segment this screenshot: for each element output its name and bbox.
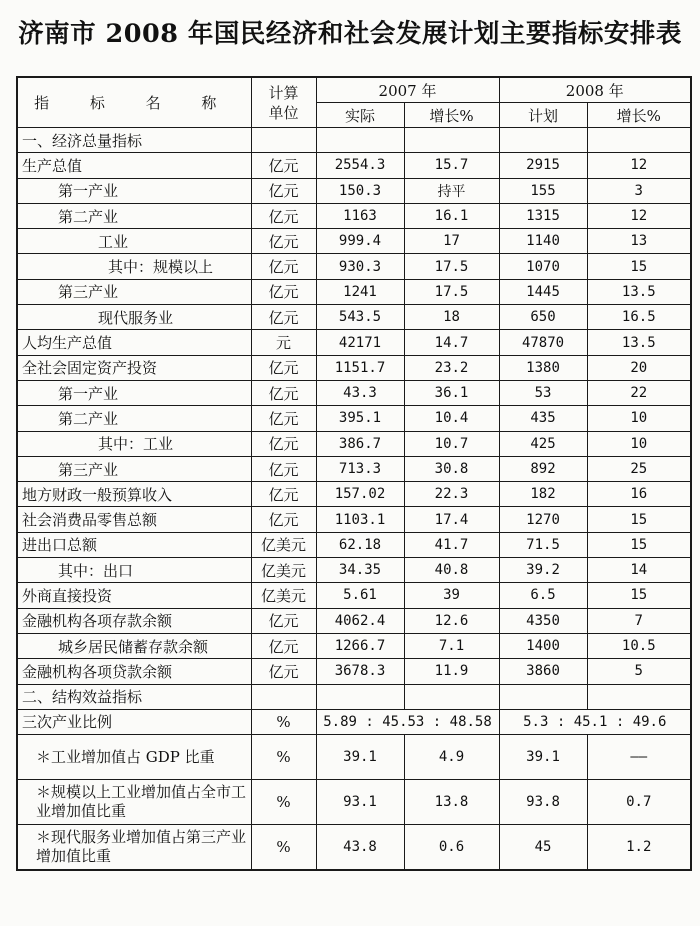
- row-name: 其中：出口: [17, 558, 251, 583]
- table-row: [17, 355, 691, 380]
- row-plan: 4350: [499, 608, 587, 633]
- row-plan-growth: 13: [587, 229, 691, 254]
- row-plan: 1400: [499, 633, 587, 658]
- row-plan: 1270: [499, 507, 587, 532]
- table-row: [17, 709, 691, 734]
- row-unit: 亿元: [251, 608, 316, 633]
- row-plan-growth: 13.5: [587, 279, 691, 304]
- row-name: 工业: [17, 229, 251, 254]
- row-growth: 10.7: [404, 431, 499, 456]
- row-growth: 持平: [404, 178, 499, 203]
- table-row: [17, 456, 691, 481]
- row-actual: 42171: [316, 330, 404, 355]
- header-growth-2008: 增长%: [587, 103, 691, 128]
- row-plan: 1380: [499, 355, 587, 380]
- row-plan: 1445: [499, 279, 587, 304]
- row-name: 三次产业比例: [17, 709, 251, 734]
- row-plan-growth: ——: [587, 735, 691, 780]
- row-plan: 45: [499, 825, 587, 871]
- row-unit: %: [251, 780, 316, 825]
- table-row: [17, 558, 691, 583]
- row-actual: 39.1: [316, 735, 404, 780]
- row-name: 其中：工业: [17, 431, 251, 456]
- row-plan: 6.5: [499, 583, 587, 608]
- row-growth: 15.7: [404, 153, 499, 178]
- row-plan: 182: [499, 482, 587, 507]
- row-unit: 亿元: [251, 380, 316, 405]
- row-growth: 12.6: [404, 608, 499, 633]
- row-name: ＊现代服务业增加值占第三产业增加值比重: [17, 825, 251, 871]
- row-name: 第一产业: [17, 178, 251, 203]
- row-name: 其中：规模以上: [17, 254, 251, 279]
- row-plan: 425: [499, 431, 587, 456]
- row-actual: 150.3: [316, 178, 404, 203]
- row-actual: 93.1: [316, 780, 404, 825]
- row-plan: 3860: [499, 659, 587, 684]
- table-row: [17, 330, 691, 355]
- row-unit: 亿元: [251, 659, 316, 684]
- row-unit: 亿美元: [251, 558, 316, 583]
- row-unit: %: [251, 735, 316, 780]
- row-name: 全社会固定资产投资: [17, 355, 251, 380]
- table-row: [17, 583, 691, 608]
- row-name: 第三产业: [17, 456, 251, 481]
- header-plan: 计划: [499, 103, 587, 128]
- row-plan: 892: [499, 456, 587, 481]
- row-growth: 39: [404, 583, 499, 608]
- row-unit: 亿元: [251, 482, 316, 507]
- row-unit: 亿元: [251, 254, 316, 279]
- row-actual: 157.02: [316, 482, 404, 507]
- row-actual: 930.3: [316, 254, 404, 279]
- row-actual: 2554.3: [316, 153, 404, 178]
- section-row: [17, 128, 691, 153]
- row-plan: 2915: [499, 153, 587, 178]
- row-plan: 93.8: [499, 780, 587, 825]
- row-plan: 39.2: [499, 558, 587, 583]
- row-growth: 4.9: [404, 735, 499, 780]
- table-row: [17, 229, 691, 254]
- table-row: [17, 305, 691, 330]
- page-title: 济南市 2008 年国民经济和社会发展计划主要指标安排表: [18, 19, 682, 49]
- row-growth: 30.8: [404, 456, 499, 481]
- row-name: 城乡居民储蓄存款余额: [17, 633, 251, 658]
- header-unit: [251, 77, 316, 128]
- row-plan: 39.1: [499, 735, 587, 780]
- row-growth: 36.1: [404, 380, 499, 405]
- row-growth: 11.9: [404, 659, 499, 684]
- table-row: [17, 633, 691, 658]
- row-actual: 5.61: [316, 583, 404, 608]
- row-plan-growth: 15: [587, 583, 691, 608]
- table-row: [17, 608, 691, 633]
- row-name: 金融机构各项存款余额: [17, 608, 251, 633]
- row-plan: 155: [499, 178, 587, 203]
- row-plan: 1140: [499, 229, 587, 254]
- section-row: [17, 684, 691, 709]
- row-plan-growth: 20: [587, 355, 691, 380]
- row-name: 人均生产总值: [17, 330, 251, 355]
- row-growth: 17.5: [404, 279, 499, 304]
- header-name: 指 标 名 称: [17, 77, 251, 128]
- row-actual: 43.3: [316, 380, 404, 405]
- row-growth: 18: [404, 305, 499, 330]
- row-actual: 1163: [316, 203, 404, 228]
- row-plan-growth: 13.5: [587, 330, 691, 355]
- row-plan-growth: 1.2: [587, 825, 691, 871]
- row-unit: 亿元: [251, 507, 316, 532]
- row-actual: 62.18: [316, 532, 404, 557]
- row-actual: 713.3: [316, 456, 404, 481]
- row-plan-growth: 0.7: [587, 780, 691, 825]
- row-growth: 17: [404, 229, 499, 254]
- row-name: 第一产业: [17, 380, 251, 405]
- row-actual: 386.7: [316, 431, 404, 456]
- row-growth: 7.1: [404, 633, 499, 658]
- row-plan: 1315: [499, 203, 587, 228]
- row-unit: %: [251, 825, 316, 871]
- row-plan-growth: 15: [587, 532, 691, 557]
- row-growth: 40.8: [404, 558, 499, 583]
- row-unit: 亿元: [251, 355, 316, 380]
- row-plan-growth: 15: [587, 507, 691, 532]
- row-growth: 22.3: [404, 482, 499, 507]
- row-actual: 1103.1: [316, 507, 404, 532]
- indicator-table: [16, 76, 692, 871]
- table-row: [17, 780, 691, 825]
- table-row: [17, 279, 691, 304]
- row-unit: 亿元: [251, 456, 316, 481]
- row-growth: 23.2: [404, 355, 499, 380]
- row-plan-growth: 7: [587, 608, 691, 633]
- row-plan: 435: [499, 406, 587, 431]
- header-actual: 实际: [316, 103, 404, 128]
- row-growth: 14.7: [404, 330, 499, 355]
- table-row: [17, 203, 691, 228]
- row-unit: 亿美元: [251, 532, 316, 557]
- row-ratio-2008: 5.3 : 45.1 : 49.6: [499, 709, 691, 734]
- row-plan-growth: 16.5: [587, 305, 691, 330]
- header-year-2008: 2008 年: [499, 77, 691, 103]
- row-actual: 1241: [316, 279, 404, 304]
- row-plan-growth: 14: [587, 558, 691, 583]
- table-row: [17, 507, 691, 532]
- table-row: [17, 153, 691, 178]
- table-row: [17, 659, 691, 684]
- table-row: [17, 254, 691, 279]
- header-unit-line2: 单位: [268, 103, 299, 122]
- row-actual: 43.8: [316, 825, 404, 871]
- row-plan-growth: 25: [587, 456, 691, 481]
- row-actual: 543.5: [316, 305, 404, 330]
- row-name: 生产总值: [17, 153, 251, 178]
- row-name: 外商直接投资: [17, 583, 251, 608]
- row-unit: 亿元: [251, 203, 316, 228]
- table-row: [17, 178, 691, 203]
- row-unit: 亿元: [251, 153, 316, 178]
- row-name: 社会消费品零售总额: [17, 507, 251, 532]
- row-plan-growth: 10: [587, 406, 691, 431]
- row-ratio-2007: 5.89 : 45.53 : 48.58: [316, 709, 499, 734]
- row-plan-growth: 16: [587, 482, 691, 507]
- row-actual: 999.4: [316, 229, 404, 254]
- row-actual: 34.35: [316, 558, 404, 583]
- row-plan-growth: 10: [587, 431, 691, 456]
- row-name: 第二产业: [17, 203, 251, 228]
- row-name: ＊规模以上工业增加值占全市工业增加值比重: [17, 780, 251, 825]
- row-plan: 650: [499, 305, 587, 330]
- table-row: [17, 380, 691, 405]
- row-unit: 亿元: [251, 305, 316, 330]
- table-row: [17, 406, 691, 431]
- row-name: 第三产业: [17, 279, 251, 304]
- row-unit: %: [251, 709, 316, 734]
- row-plan-growth: 15: [587, 254, 691, 279]
- row-unit: 亿元: [251, 633, 316, 658]
- row-plan: 53: [499, 380, 587, 405]
- row-growth: 41.7: [404, 532, 499, 557]
- row-name: 金融机构各项贷款余额: [17, 659, 251, 684]
- section-title: 二、结构效益指标: [17, 684, 251, 709]
- row-actual: 1151.7: [316, 355, 404, 380]
- row-actual: 395.1: [316, 406, 404, 431]
- row-plan-growth: 22: [587, 380, 691, 405]
- row-plan: 71.5: [499, 532, 587, 557]
- row-actual: 3678.3: [316, 659, 404, 684]
- row-unit: 元: [251, 330, 316, 355]
- row-name: ＊工业增加值占 GDP 比重: [17, 735, 251, 780]
- row-unit: 亿元: [251, 279, 316, 304]
- header-unit-line1: 计算: [268, 83, 299, 102]
- row-growth: 13.8: [404, 780, 499, 825]
- row-actual: 1266.7: [316, 633, 404, 658]
- row-plan: 47870: [499, 330, 587, 355]
- table-row: [17, 482, 691, 507]
- row-unit: 亿元: [251, 178, 316, 203]
- row-plan: 1070: [499, 254, 587, 279]
- row-unit: 亿元: [251, 229, 316, 254]
- row-unit: 亿元: [251, 406, 316, 431]
- header-growth-2007: 增长%: [404, 103, 499, 128]
- row-name: 第二产业: [17, 406, 251, 431]
- section-title: 一、经济总量指标: [17, 128, 251, 153]
- table-row: [17, 532, 691, 557]
- row-plan-growth: 5: [587, 659, 691, 684]
- table-row: [17, 431, 691, 456]
- row-name: 现代服务业: [17, 305, 251, 330]
- row-growth: 16.1: [404, 203, 499, 228]
- table-row: [17, 825, 691, 871]
- row-plan-growth: 10.5: [587, 633, 691, 658]
- row-name: 进出口总额: [17, 532, 251, 557]
- row-unit: 亿美元: [251, 583, 316, 608]
- row-plan-growth: 12: [587, 153, 691, 178]
- row-actual: 4062.4: [316, 608, 404, 633]
- row-unit: 亿元: [251, 431, 316, 456]
- row-growth: 10.4: [404, 406, 499, 431]
- row-growth: 0.6: [404, 825, 499, 871]
- row-growth: 17.5: [404, 254, 499, 279]
- row-name: 地方财政一般预算收入: [17, 482, 251, 507]
- row-plan-growth: 12: [587, 203, 691, 228]
- row-plan-growth: 3: [587, 178, 691, 203]
- header-year-2007: 2007 年: [316, 77, 499, 103]
- row-growth: 17.4: [404, 507, 499, 532]
- table-row: [17, 735, 691, 780]
